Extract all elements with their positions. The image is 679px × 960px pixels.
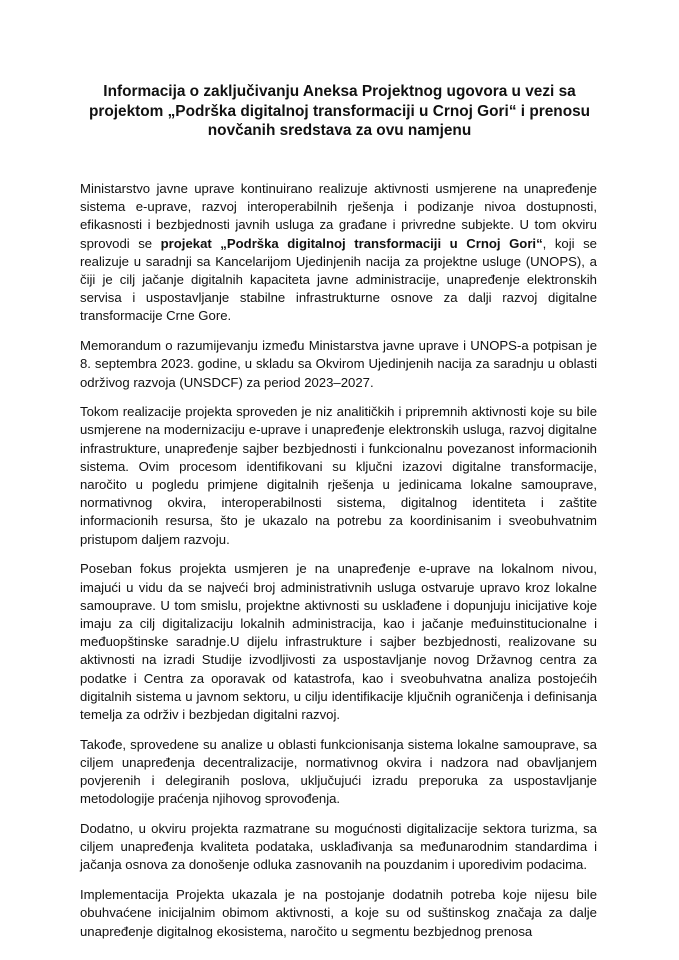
paragraph-3: Tokom realizacije projekta sproveden je niz analitičkih i pripremnih aktivnosti koje su bile usmjerene na modernizaciju e-uprave i unapređenje elektronskih usluga, razvoj digitalne infrastrukture, unapređenje sajber bezbjednosti i funkcionalnu povezanost informacionih sistema. Ovim procesom identifikovani su ključni izazovi digitalne transformacije, naročito u pogledu primjene digitalnih rješenja u jedinicama lokalne samouprave, normativnog okvira, interoperabilnosti sistema, digitalnog identiteta i zaštite informacionih resursa, što je ukazalo na potrebu za koordinisanim i sveobuhvatnim pristupom daljem razvoju. (80, 404, 597, 547)
project-name-bold: projekat „Podrška digitalnoj transformaciji u Crnoj Gori“ (160, 235, 543, 251)
paragraph-2: Memorandum o razumijevanju između Ministarstva javne uprave i UNOPS-a potpisan je 8. septembra 2023. godine, u skladu sa Okvirom Ujedinjenih nacija za saradnju u oblasti održivog razvoja (UNSDCF) za period 2023–2027. (80, 338, 597, 390)
paragraph-1-text-end: , koji se realizuje u saradnji sa Kancelarijom Ujedinjenih nacija za projektne usluge (UNOPS), a čiji je cilj jačanje digitalnih kapaciteta javne administracije, unapređenje elektronskih servisa i uspostavljanje stabilne infrastrukturne osnove za dalji razvoj digitalne transformacije Crne Gore. (80, 235, 597, 324)
paragraph-1 (80, 180, 597, 326)
document-title: Informacija o zaključivanju Aneksa Projektnog ugovora u vezi sa projektom „Podrška digitalnoj transformaciji u Crnoj Gori“ i prenosu novčanih sredstava za ovu namjenu (88, 83, 591, 139)
document-body (80, 180, 597, 952)
paragraph-7: Implementacija Projekta ukazala je na postojanje dodatnih potreba koje nijesu bile obuhvaćene inicijalnim obimom aktivnosti, a koje su od suštinskog značaja za dalje unapređenje digitalnog ekosistema, naročito u segmentu bezbjednog prenosa (80, 887, 597, 939)
paragraph-4: Poseban fokus projekta usmjeren je na unapređenje e-uprave na lokalnom nivou, imajući u vidu da se najveći broj administrativnih usluga ostvaruje upravo kroz lokalne samouprave. U tom smislu, projektne aktivnosti su usklađene i dopunjuju inicijative koje imaju za cilj digitalizaciju lokalnih administracija, kao i jačanje međuinstitucionalne i međuopštinske saradnje.U dijelu infrastrukture i sajber bezbjednosti, realizovane su aktivnosti na izradi Studije izvodljivosti za uspostavljanje novog Državnog centra za podatke i Centra za oporavak od katastrofa, kao i sveobuhvatna analiza postojećih digitalnih sistema u javnom sektoru, u cilju identifikacije ključnih ograničenja i definisanja temelja za održiv i bezbjedan digitalni razvoj. (80, 561, 597, 722)
paragraph-1-text-start: Ministarstvo javne uprave kontinuirano realizuje aktivnosti usmjerene na unapređenje sistema e-uprave, razvoj interoperabilnih rješenja i podizanje nivoa dostupnosti, efikasnosti i bezbjednosti javnih usluga za građane i privredne subjekte. U tom okviru sprovodi se (80, 181, 597, 251)
paragraph-5: Takođe, sprovedene su analize u oblasti funkcionisanja sistema lokalne samouprave, sa ciljem unapređenja decentralizacije, normativnog okvira i nadzora nad obavljanjem povjerenih i delegiranih poslova, uključujući izradu preporuka za uspostavljanje metodologije praćenja njihovog sprovođenja. (80, 736, 597, 807)
paragraph-6: Dodatno, u okviru projekta razmatrane su mogućnosti digitalizacije sektora turizma, sa ciljem unapređenja kvaliteta podataka, usklađivanja sa međunarodnim standardima i jačanja osnova za donošenje odluka zasnovanih na pouzdanim i uporedivim podacima. (80, 821, 597, 873)
